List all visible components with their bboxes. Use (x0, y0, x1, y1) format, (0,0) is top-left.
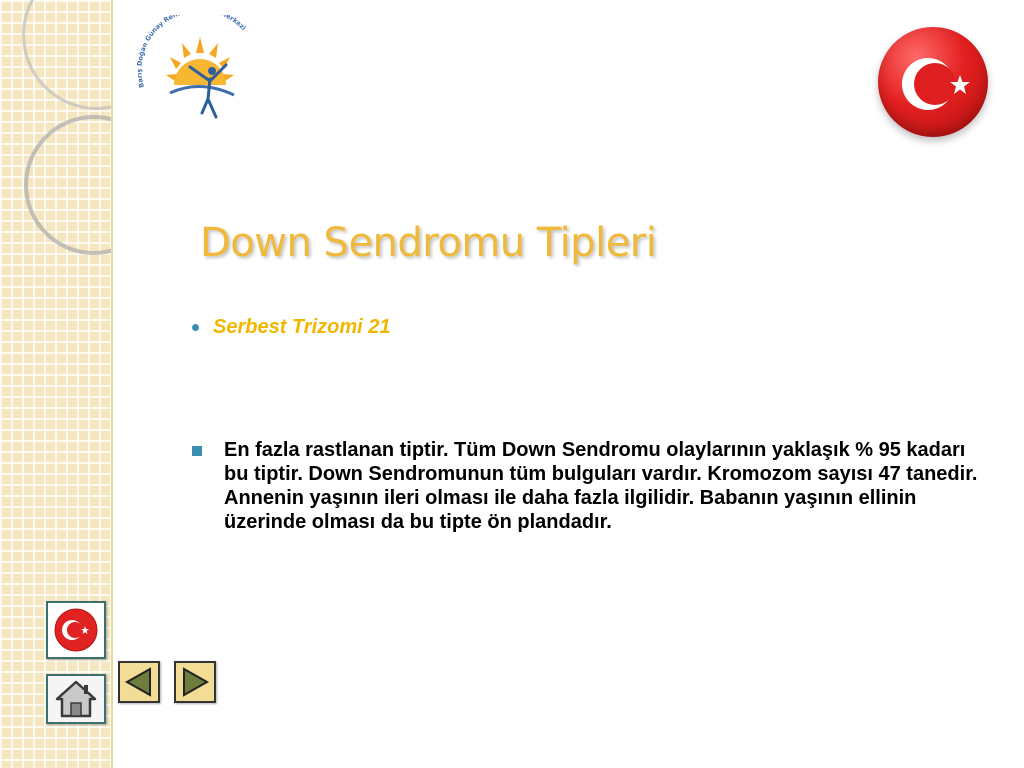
home-icon (54, 679, 98, 719)
next-slide-button[interactable] (174, 661, 216, 703)
decorative-ring (22, 0, 113, 110)
bullet-square-icon (192, 446, 202, 456)
triangle-left-icon (122, 665, 156, 699)
turkish-flag-icon (878, 27, 988, 137)
sub-bullet-item (192, 316, 390, 339)
flag-button[interactable] (46, 601, 106, 659)
decorative-ring (24, 115, 113, 255)
main-bullet-item (192, 438, 992, 534)
sun-figure-logo-icon (130, 15, 260, 125)
previous-slide-button[interactable] (118, 661, 160, 703)
turkish-flag-icon (52, 607, 100, 653)
home-button[interactable] (46, 674, 106, 724)
slide-title: Down Sendromu Tipleri (200, 220, 657, 266)
center-logo (130, 15, 260, 125)
triangle-right-icon (178, 665, 212, 699)
bullet-dot-icon (192, 324, 199, 331)
sub-bullet-text: Serbest Trizomi 21 (213, 316, 391, 338)
logo-arc-text: Barış Doğan Günay Re erkezi (135, 15, 248, 89)
main-bullet-text: En fazla rastlanan tiptir. Tüm Down Sendromu olaylarının yaklaşık % 95 kadarı bu tiptir. Down Sendromunun tüm bulguları vardır. Kromozom sayısı 47 tanedir. Annenin yaşının ileri olması ile daha fazla ilgilidir. Babanın yaşının ellinin üzerinde olması da bu tipte ön plandadır. (224, 439, 978, 533)
